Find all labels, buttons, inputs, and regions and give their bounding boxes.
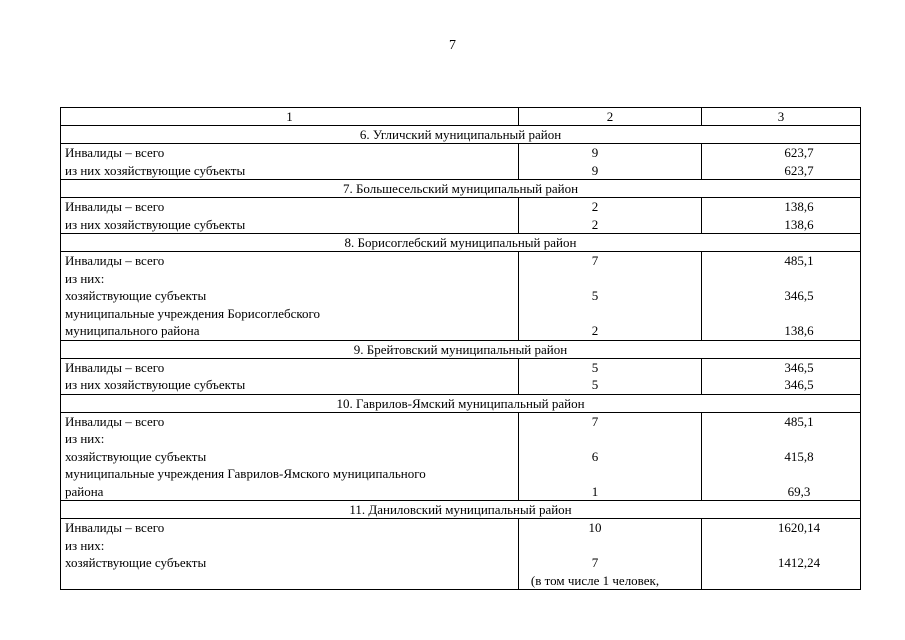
cell-line: 6	[591, 448, 599, 464]
cell-line	[706, 305, 856, 323]
label-cell	[61, 519, 519, 590]
label-cell	[61, 358, 519, 394]
cell-line: района	[65, 483, 104, 499]
cell-line: 69,3	[787, 483, 811, 499]
section-title-row	[61, 126, 861, 144]
table-header-row	[61, 108, 861, 126]
cell-line: 9	[591, 162, 599, 178]
cell-line: 2	[591, 323, 599, 338]
cell-line: 346,5	[784, 359, 814, 375]
cell-line: 5	[591, 359, 599, 375]
cell-line: 7	[591, 555, 599, 570]
section-data-row	[61, 198, 861, 234]
count-cell	[519, 198, 702, 234]
section-title: 11. Даниловский муниципальный район	[61, 501, 861, 519]
cell-line	[523, 430, 697, 448]
cell-line: Инвалиды – всего	[65, 253, 165, 268]
cell-line: 138,6	[784, 216, 814, 232]
cell-line	[523, 537, 697, 555]
cell-line: 10	[588, 520, 602, 535]
data-table	[60, 107, 861, 590]
section-title-row	[61, 340, 861, 358]
cell-line: хозяйствующие субъекты	[65, 448, 207, 464]
cell-line: Инвалиды – всего	[65, 413, 165, 429]
cell-line: Инвалиды – всего	[65, 520, 165, 535]
cell-line: хозяйствующие субъекты	[65, 555, 207, 570]
cell-line: из них:	[65, 431, 105, 446]
cell-line: муниципальные учреждения Борисоглебского	[65, 305, 321, 321]
amount-cell	[702, 519, 861, 590]
section-data-row	[61, 144, 861, 180]
amount-cell	[702, 198, 861, 234]
cell-line	[523, 270, 697, 288]
cell-line: 415,8	[784, 448, 814, 464]
amount-cell	[702, 412, 861, 501]
label-cell	[61, 412, 519, 501]
cell-line: хозяйствующие субъекты	[65, 288, 207, 303]
section-title: 10. Гаврилов-Ямский муниципальный район	[61, 394, 861, 412]
cell-line: 2	[591, 216, 599, 232]
label-cell	[61, 252, 519, 341]
cell-line: (в том числе 1 человек,	[530, 572, 660, 588]
section-title: 6. Угличский муниципальный район	[61, 126, 861, 144]
cell-line: 138,6	[784, 323, 814, 338]
section-data-row	[61, 358, 861, 394]
cell-line: 138,6	[784, 199, 814, 214]
cell-line: 1	[591, 483, 599, 499]
cell-line: 7	[591, 253, 599, 268]
cell-line: Инвалиды – всего	[65, 359, 165, 375]
cell-line: из них:	[65, 270, 105, 286]
section-title: 8. Борисоглебский муниципальный район	[61, 234, 861, 252]
cell-line: 5	[591, 288, 599, 303]
cell-line: из них:	[65, 537, 105, 553]
cell-line: Инвалиды – всего	[65, 199, 165, 214]
cell-line	[706, 465, 856, 483]
cell-line	[65, 572, 514, 590]
cell-line: 346,5	[784, 288, 814, 303]
cell-line: муниципального района	[65, 323, 200, 338]
count-cell	[519, 252, 702, 341]
cell-line: Инвалиды – всего	[65, 145, 165, 160]
section-title: 7. Большесельский муниципальный район	[61, 180, 861, 198]
cell-line: 2	[591, 199, 599, 214]
section-title: 9. Брейтовский муниципальный район	[61, 340, 861, 358]
cell-line: из них хозяйствующие субъекты	[65, 162, 246, 178]
label-cell	[61, 198, 519, 234]
section-title-row	[61, 234, 861, 252]
cell-line: 623,7	[784, 145, 814, 160]
cell-line	[706, 572, 856, 590]
cell-line: 9	[591, 145, 599, 160]
cell-line: 5	[591, 377, 599, 392]
section-title-row	[61, 180, 861, 198]
cell-line: 485,1	[784, 413, 814, 429]
count-cell	[519, 358, 702, 394]
cell-line: 1620,14	[777, 520, 821, 535]
label-cell	[61, 144, 519, 180]
cell-line	[523, 305, 697, 323]
amount-cell	[702, 144, 861, 180]
column-header-3: 3	[702, 108, 861, 126]
section-title-row	[61, 501, 861, 519]
count-cell	[519, 519, 702, 590]
cell-line: из них хозяйствующие субъекты	[65, 216, 246, 232]
count-cell	[519, 412, 702, 501]
count-cell	[519, 144, 702, 180]
cell-line: 346,5	[784, 377, 814, 392]
section-title-row	[61, 394, 861, 412]
cell-line: муниципальные учреждения Гаврилов-Ямского муниципального	[65, 466, 426, 481]
amount-cell	[702, 252, 861, 341]
column-header-2: 2	[519, 108, 702, 126]
cell-line	[706, 537, 856, 555]
cell-line: 623,7	[784, 162, 814, 178]
cell-line: 1412,24	[777, 555, 821, 570]
section-data-row	[61, 252, 861, 341]
page-number: 7	[449, 38, 456, 53]
cell-line: из них хозяйствующие субъекты	[65, 377, 246, 392]
amount-cell	[702, 358, 861, 394]
column-header-1: 1	[61, 108, 519, 126]
cell-line: 485,1	[784, 253, 814, 268]
section-data-row	[61, 412, 861, 501]
cell-line	[706, 270, 856, 288]
cell-line: 7	[591, 413, 599, 429]
section-data-row	[61, 519, 861, 590]
cell-line	[706, 430, 856, 448]
cell-line	[523, 465, 697, 483]
